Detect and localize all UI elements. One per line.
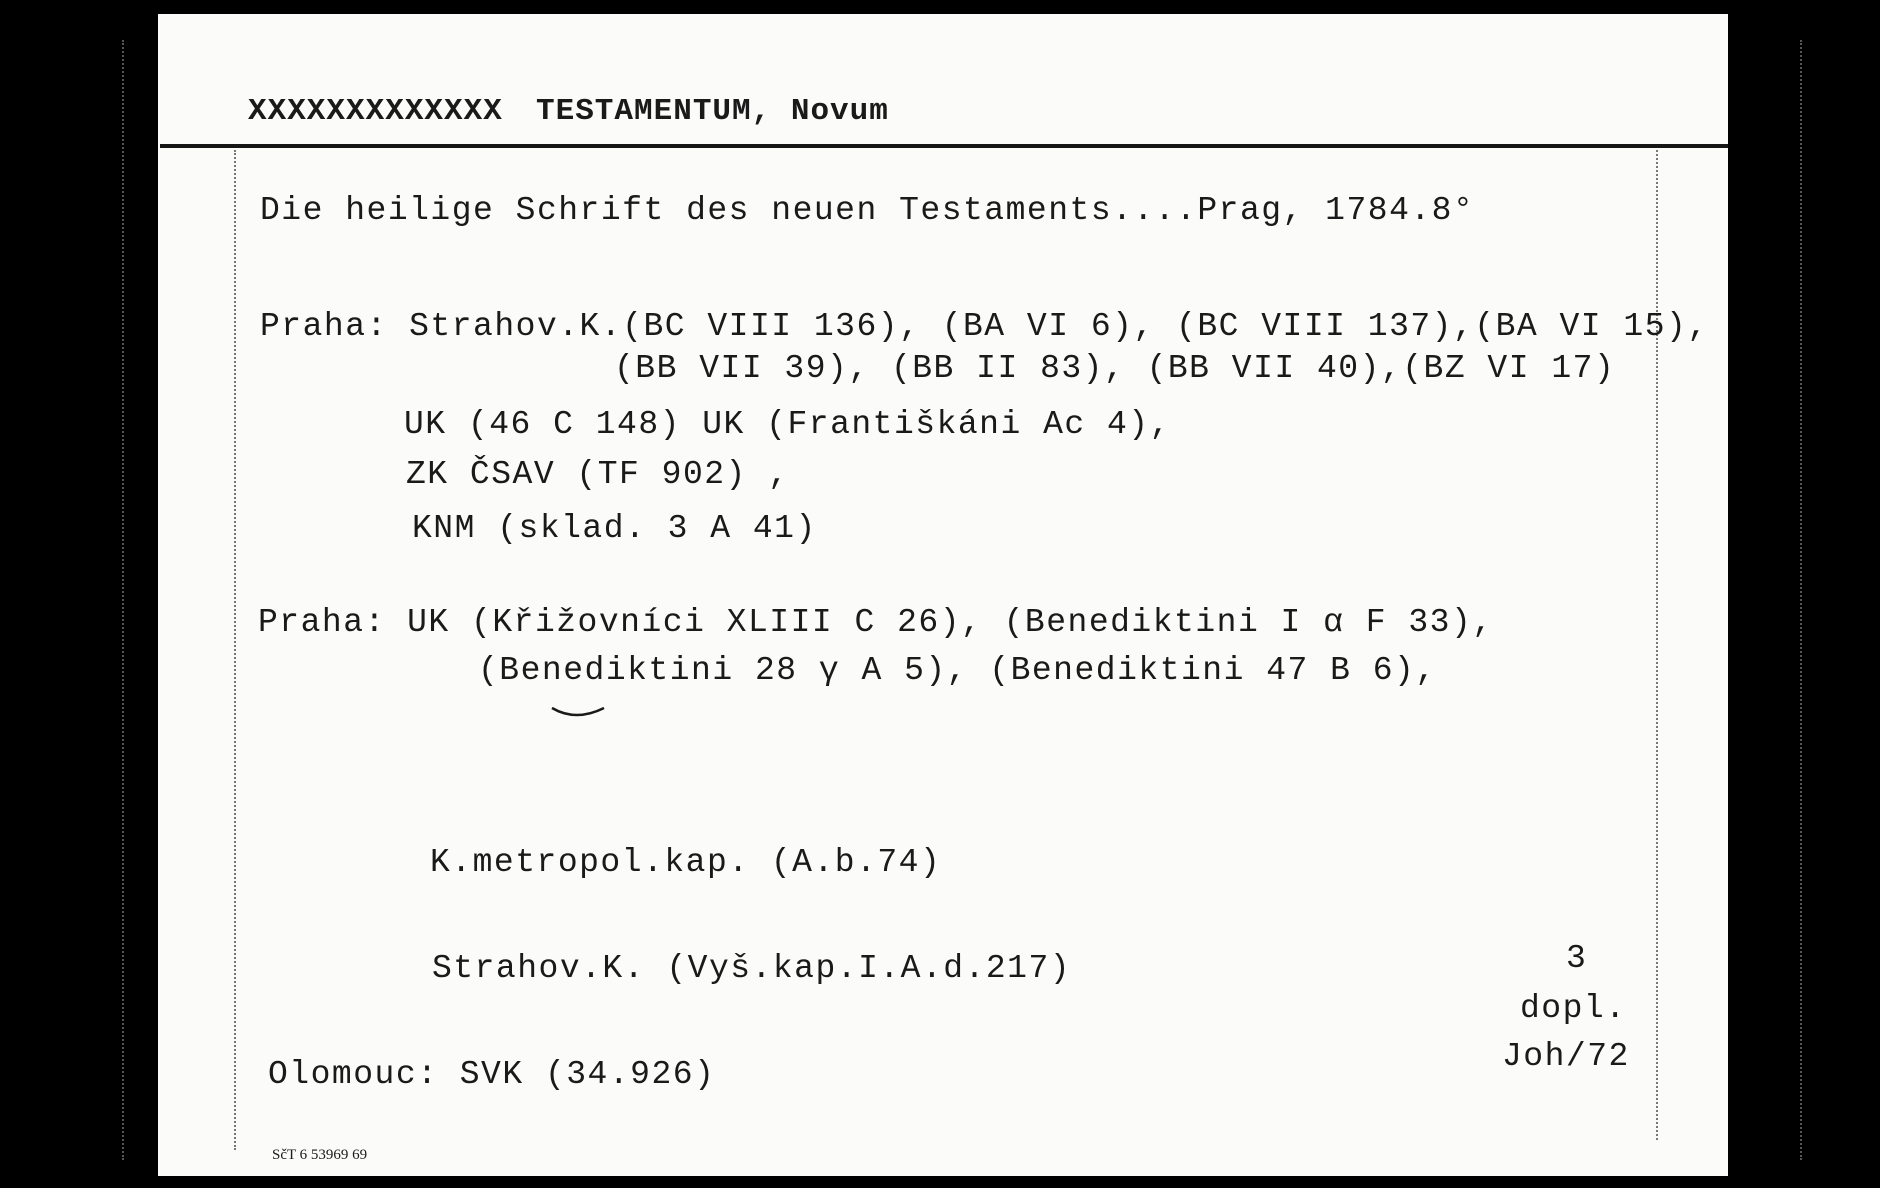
- handwritten-correction-mark: [546, 664, 626, 724]
- supplement-label: dopl.: [1520, 990, 1627, 1027]
- film-edge-right: [1800, 40, 1802, 1160]
- card-heading: TESTAMENTUM, Novum: [536, 94, 889, 129]
- holdings-line-2: (BB VII 39), (BB II 83), (BB VII 40),(BZ VI 17): [614, 350, 1616, 387]
- title-line: Die heilige Schrift des neuen Testaments....Prag, 1784.8°: [260, 192, 1475, 229]
- holdings-line-7: (Benediktini 28 γ A 5), (Benediktini 47 B 6),: [478, 652, 1437, 689]
- right-margin-line: [1656, 150, 1658, 1140]
- holdings-line-10: Olomouc: SVK (34.926): [268, 1056, 716, 1093]
- header-rule: [160, 144, 1728, 148]
- supplement-initials: Joh/72: [1502, 1038, 1630, 1075]
- holdings-line-8: K.metropol.kap. (A.b.74): [430, 844, 942, 881]
- catalog-card: [158, 14, 1728, 1176]
- holdings-line-4: ZK ČSAV (TF 902) ,: [406, 456, 790, 493]
- left-margin-line: [234, 150, 236, 1150]
- holdings-line-9: Strahov.K. (Vyš.kap.I.A.d.217): [432, 950, 1072, 987]
- holdings-line-3: UK (46 C 148) UK (Františkáni Ac 4),: [404, 406, 1171, 443]
- holdings-line-5: KNM (sklad. 3 A 41): [412, 510, 817, 547]
- supplement-number: 3: [1566, 940, 1588, 977]
- struck-heading: XXXXXXXXXXXXX: [248, 94, 503, 129]
- film-edge-left: [122, 40, 124, 1160]
- holdings-line-6: Praha: UK (Křižovníci XLIII C 26), (Benediktini I α F 33),: [258, 604, 1494, 641]
- print-code: SčT 6 53969 69: [272, 1147, 368, 1163]
- holdings-line-1: Praha: Strahov.K.(BC VIII 136), (BA VI 6), (BC VIII 137),(BA VI 15),: [260, 308, 1709, 345]
